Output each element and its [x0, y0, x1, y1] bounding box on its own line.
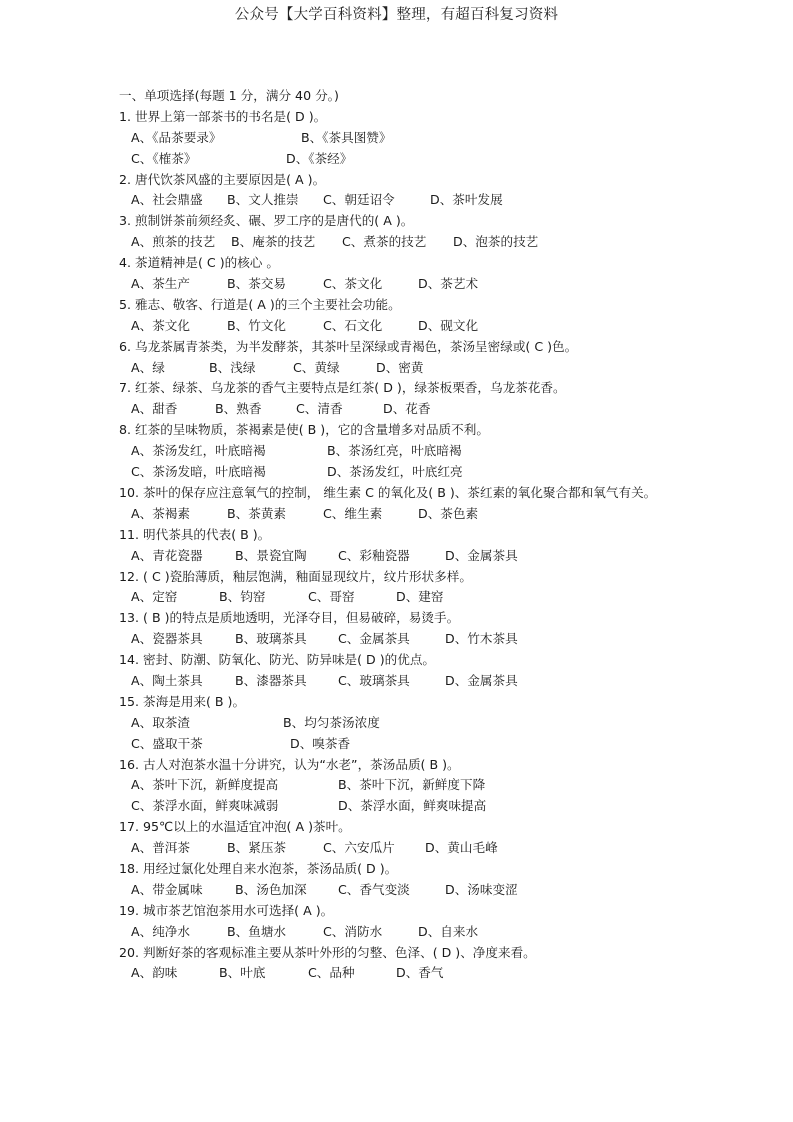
- option-b: B、钧窑: [219, 589, 266, 605]
- option-c: C、清香: [296, 401, 343, 417]
- question-stem: 13. ( B )的特点是质地透明，光泽夺目，但易破碎，易烫手。: [119, 610, 460, 626]
- option-c: C、香气变淡: [338, 881, 410, 897]
- page-header: 公众号【大学百科资料】整理，有超百科复习资料: [234, 7, 559, 23]
- option-a: A、绿: [131, 359, 165, 375]
- question-stem: 12. ( C )瓷胎薄质，釉层饱满，釉面显现纹片，纹片形状多样。: [119, 568, 472, 584]
- option-d: D、花香: [383, 401, 431, 417]
- option-a: A、茶褐素: [131, 505, 190, 521]
- option-b: B、均匀茶汤浓度: [283, 714, 380, 730]
- option-b: B、文人推崇: [227, 192, 299, 208]
- question-list: [119, 86, 699, 984]
- option-a: A、取茶渣: [131, 714, 190, 730]
- option-c: C、煮茶的技艺: [342, 234, 427, 250]
- option-d: D、茶汤发红，叶底红亮: [327, 464, 463, 480]
- option-a: A、煎茶的技艺: [131, 234, 216, 250]
- option-c: C、茶浮水面，鲜爽味减弱: [131, 798, 279, 814]
- option-d: D、茶色素: [418, 505, 479, 521]
- option-b: B、玻璃茶具: [235, 631, 307, 647]
- question-stem: 4. 茶道精神是( C )的核心 。: [119, 255, 279, 271]
- option-c: C、六安瓜片: [323, 840, 395, 856]
- question-stem: 2. 唐代饮茶风盛的主要原因是( A )。: [119, 171, 326, 187]
- option-d: D、香气: [396, 965, 444, 981]
- option-row: [119, 629, 699, 650]
- question-stem: 6. 乌龙茶属青茶类，为半发酵茶，其茶叶呈深绿或青褐色，茶汤呈密绿或( C )色。: [119, 338, 578, 354]
- option-b: B、茶汤红亮，叶底暗褐: [327, 443, 462, 459]
- option-b: B、《茶具图赞》: [301, 129, 392, 145]
- option-b: B、庵茶的技艺: [231, 234, 316, 250]
- option-row: [119, 504, 699, 525]
- option-b: B、叶底: [219, 965, 266, 981]
- option-d: D、砚文化: [418, 317, 479, 333]
- option-row: [119, 775, 699, 796]
- option-d: D、茶浮水面，鲜爽味提高: [338, 798, 487, 814]
- option-c: C、哥窑: [308, 589, 355, 605]
- option-b: B、茶叶下沉，新鲜度下降: [338, 777, 486, 793]
- option-d: D、汤味变涩: [445, 881, 518, 897]
- option-row: [119, 399, 699, 420]
- option-b: B、紧压茶: [227, 840, 287, 856]
- option-d: D、密黄: [376, 359, 424, 375]
- option-d: D、金属茶具: [445, 672, 518, 688]
- question-stem: 7. 红茶、绿茶、乌龙茶的香气主要特点是红茶( D )，绿茶板栗香，乌龙茶花香。: [119, 380, 566, 396]
- option-b: B、漆器茶具: [235, 672, 307, 688]
- option-b: B、熟香: [215, 401, 262, 417]
- option-c: C、黄绿: [293, 359, 340, 375]
- option-row: [119, 796, 699, 817]
- option-d: D、茶叶发展: [430, 192, 503, 208]
- option-b: B、茶交易: [227, 276, 287, 292]
- option-d: D、建窑: [396, 589, 444, 605]
- option-a: A、纯净水: [131, 923, 190, 939]
- option-row: [119, 149, 699, 170]
- option-c: C、茶汤发暗，叶底暗褐: [131, 464, 266, 480]
- question-stem: 10. 茶叶的保存应注意氧气的控制， 维生素 C 的氧化及( B )、茶红素的氧化聚合都和氧气有关。: [119, 484, 657, 500]
- question-stem: 20. 判断好茶的客观标准主要从茶叶外形的匀整、色泽、( D )、净度来看。: [119, 944, 536, 960]
- option-c: C、玻璃茶具: [338, 672, 410, 688]
- option-row: [119, 462, 699, 483]
- option-row: [119, 880, 699, 901]
- option-b: B、汤色加深: [235, 881, 307, 897]
- option-row: [119, 587, 699, 608]
- option-a: A、茶叶下沉，新鲜度提高: [131, 777, 279, 793]
- question-stem: 5. 雅志、敬客、行道是( A )的三个主要社会功能。: [119, 296, 401, 312]
- question-stem: 14. 密封、防潮、防氧化、防光、防异味是( D )的优点。: [119, 652, 436, 668]
- option-row: [119, 441, 699, 462]
- option-a: A、社会鼎盛: [131, 192, 203, 208]
- question-stem: 8. 红茶的呈味物质，茶褐素是使( B )，它的含量增多对品质不利。: [119, 422, 489, 438]
- option-a: A、甜香: [131, 401, 178, 417]
- option-row: [119, 190, 699, 211]
- option-d: D、黄山毛峰: [425, 840, 498, 856]
- option-a: A、定窑: [131, 589, 178, 605]
- option-c: C、石文化: [323, 317, 383, 333]
- option-a: A、瓷器茶具: [131, 631, 203, 647]
- option-c: C、消防水: [323, 923, 383, 939]
- option-c: C、品种: [308, 965, 355, 981]
- option-c: C、朝廷诏令: [323, 192, 395, 208]
- option-c: C、彩釉瓷器: [338, 547, 410, 563]
- option-c: C、茶文化: [323, 276, 383, 292]
- option-d: D、《茶经》: [286, 150, 353, 166]
- option-a: A、陶土茶具: [131, 672, 203, 688]
- option-c: C、维生素: [323, 505, 383, 521]
- option-d: D、金属茶具: [445, 547, 518, 563]
- option-a: A、茶文化: [131, 317, 190, 333]
- option-d: D、竹木茶具: [445, 631, 518, 647]
- option-b: B、茶黄素: [227, 505, 287, 521]
- question-stem: 19. 城市茶艺馆泡茶用水可选择( A )。: [119, 902, 334, 918]
- option-a: A、茶生产: [131, 276, 190, 292]
- option-b: B、竹文化: [227, 317, 287, 333]
- option-a: A、普洱茶: [131, 840, 190, 856]
- option-row: [119, 232, 699, 253]
- option-row: [119, 963, 699, 984]
- section-title: 一、单项选择(每题 1 分，满分 40 分。): [119, 88, 339, 103]
- option-row: [119, 671, 699, 692]
- option-row: [119, 128, 699, 149]
- option-row: [119, 274, 699, 295]
- option-d: D、茶艺术: [418, 276, 479, 292]
- option-c: C、《榷茶》: [131, 150, 197, 166]
- option-row: [119, 734, 699, 755]
- option-row: [119, 922, 699, 943]
- option-row: [119, 546, 699, 567]
- option-b: B、鱼塘水: [227, 923, 287, 939]
- option-b: B、景瓷宜陶: [235, 547, 307, 563]
- question-stem: 17. 95℃以上的水温适宜冲泡( A )茶叶。: [119, 819, 351, 835]
- option-d: D、嗅茶香: [290, 735, 351, 751]
- option-a: A、韵味: [131, 965, 178, 981]
- option-row: [119, 838, 699, 859]
- option-a: A、《品茶要录》: [131, 129, 222, 145]
- option-row: [119, 358, 699, 379]
- question-stem: 15. 茶海是用来( B )。: [119, 693, 246, 709]
- question-stem: 16. 古人对泡茶水温十分讲究，认为“水老”，茶汤品质( B )。: [119, 756, 460, 772]
- question-stem: 11. 明代茶具的代表( B )。: [119, 526, 271, 542]
- question-stem: 1. 世界上第一部茶书的书名是( D )。: [119, 108, 327, 124]
- questions-container: [119, 107, 699, 984]
- option-b: B、浅绿: [209, 359, 256, 375]
- question-stem: 18. 用经过氯化处理自来水泡茶，茶汤品质( D )。: [119, 860, 398, 876]
- option-a: A、茶汤发红，叶底暗褐: [131, 443, 266, 459]
- option-d: D、泡茶的技艺: [453, 234, 539, 250]
- option-c: C、盛取干茶: [131, 735, 203, 751]
- option-a: A、带金属味: [131, 881, 203, 897]
- option-d: D、自来水: [418, 923, 479, 939]
- option-a: A、青花瓷器: [131, 547, 203, 563]
- option-row: [119, 316, 699, 337]
- question-stem: 3. 煎制饼茶前须经炙、碾、罗工序的是唐代的( A )。: [119, 213, 414, 229]
- option-c: C、金属茶具: [338, 631, 410, 647]
- option-row: [119, 713, 699, 734]
